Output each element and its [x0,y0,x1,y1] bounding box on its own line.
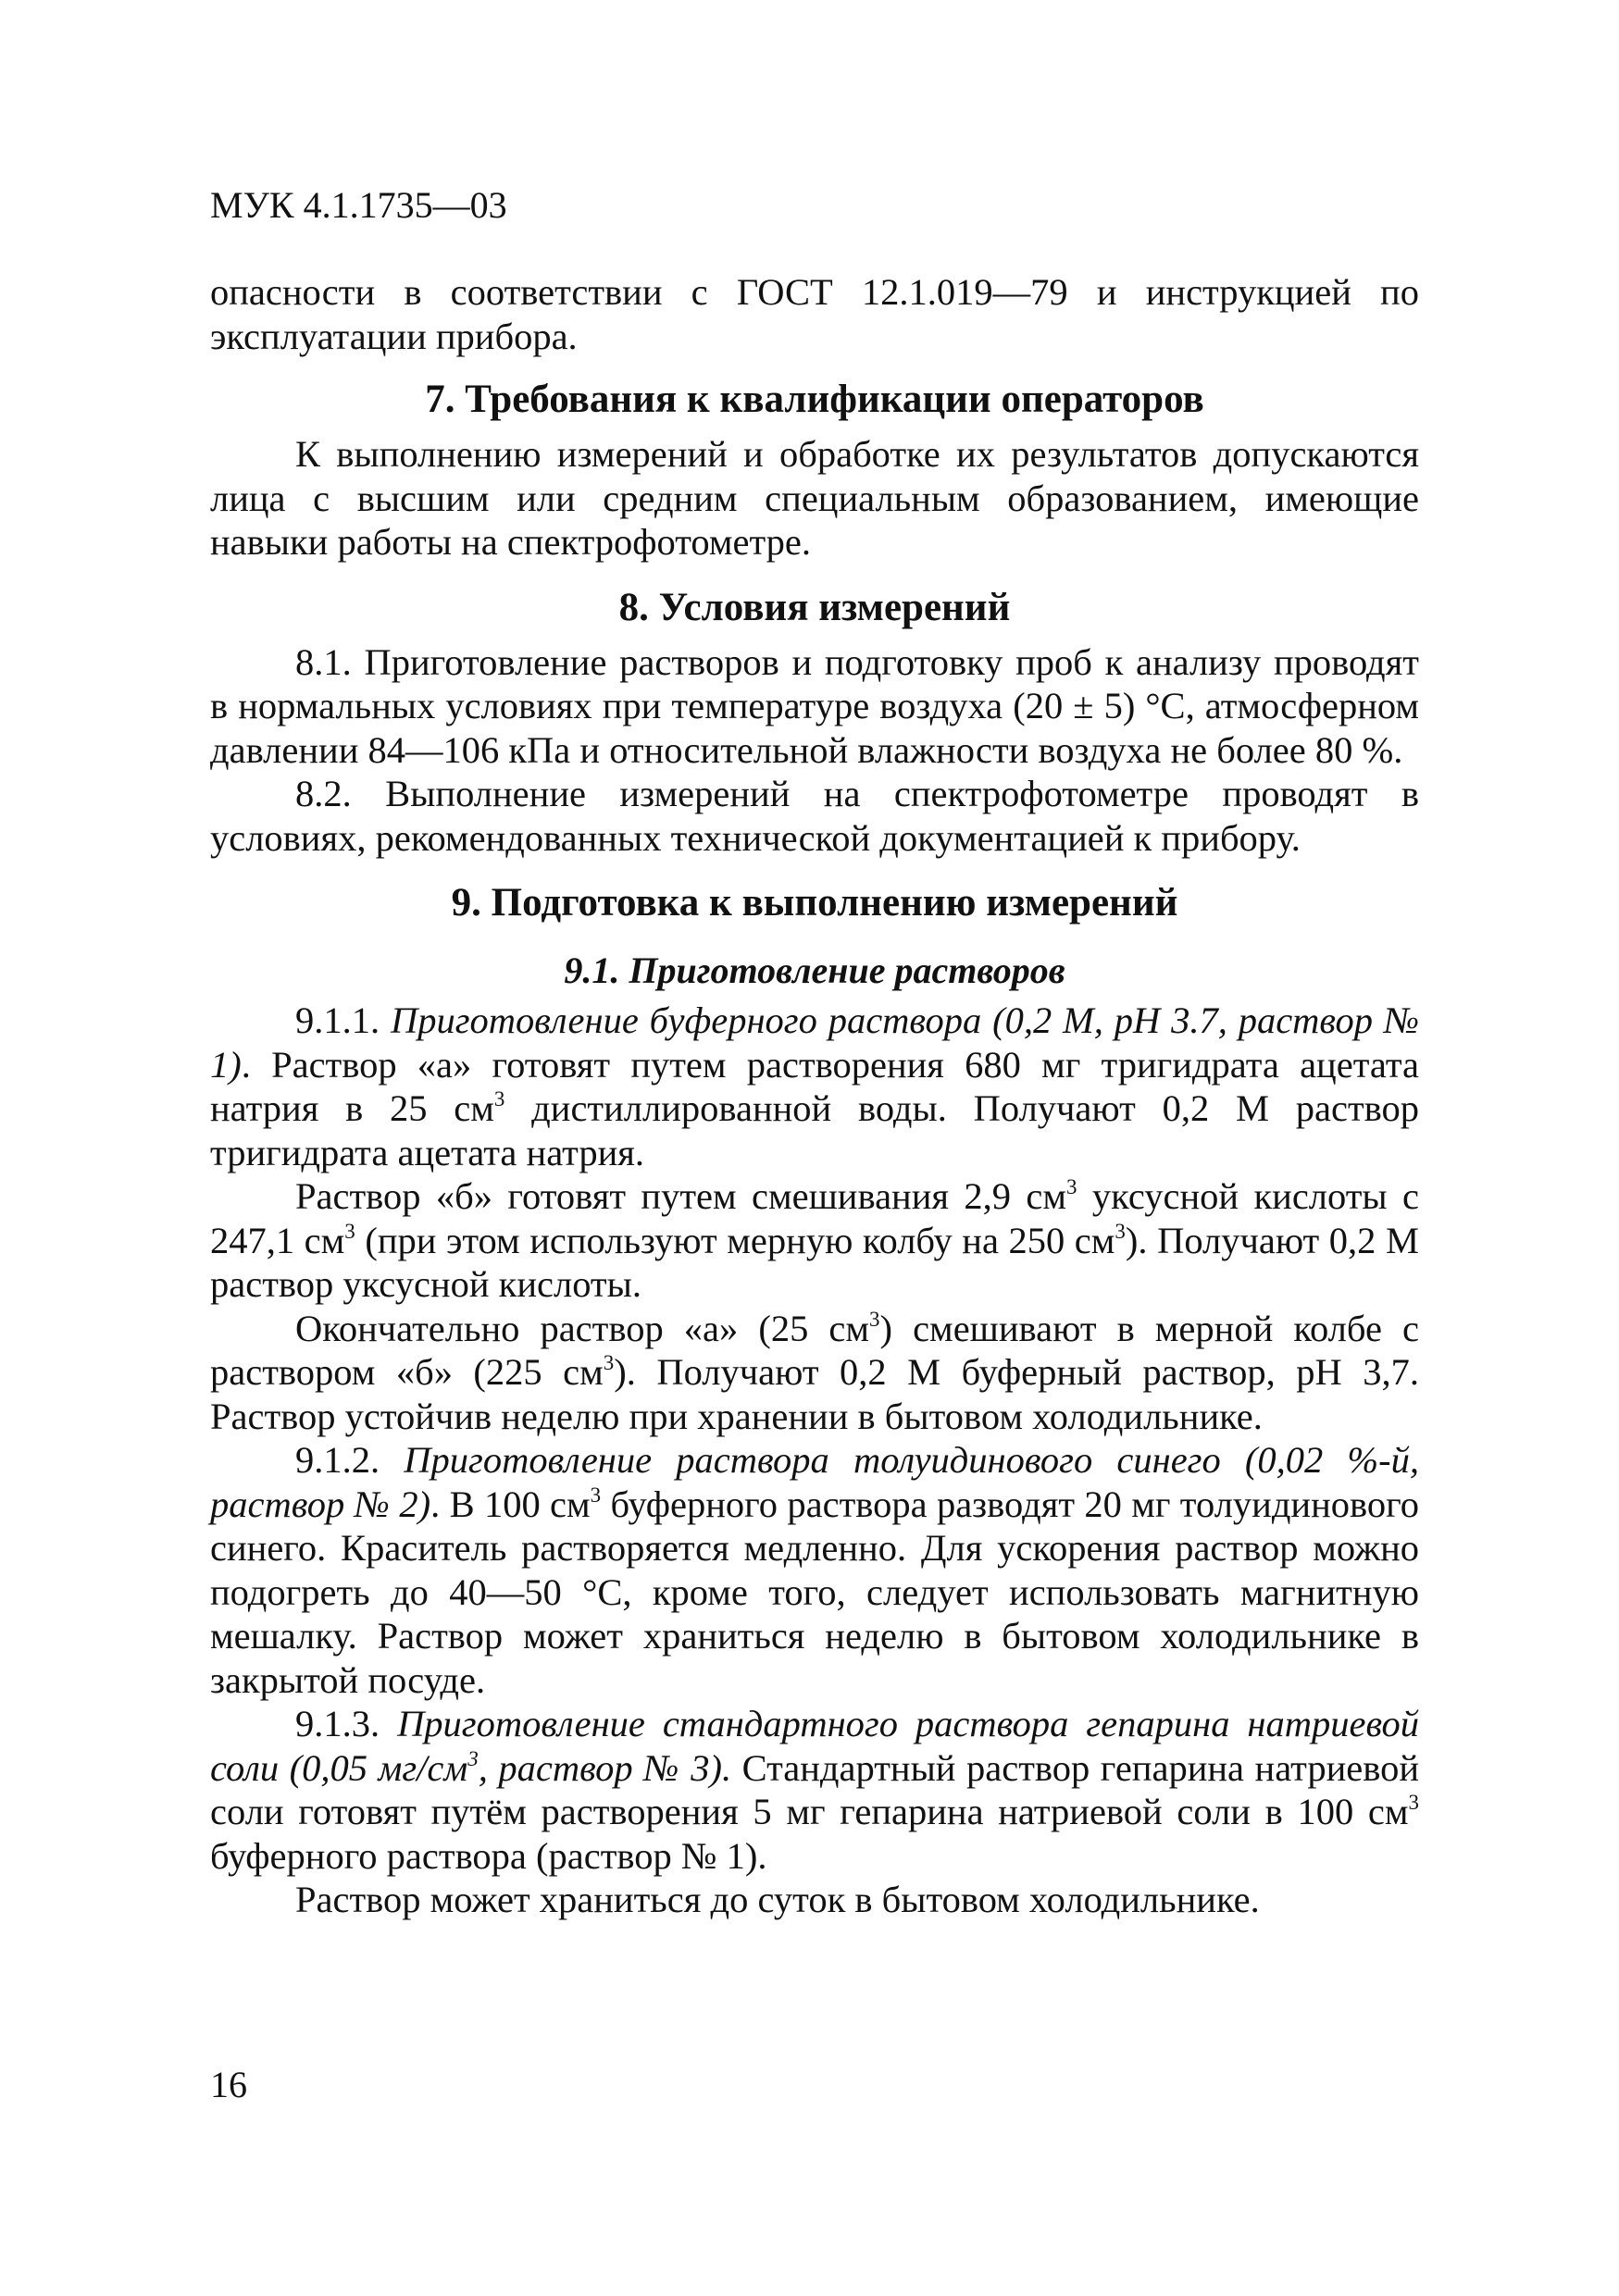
paragraph-9-1-1-c [210,1307,1419,1439]
paragraph-heading: Приготовление стандартного раствора гепарина натриевой соли (0,05 мг/см [210,1703,1420,1789]
paragraph-text: уксусной кислоты с 247,1 см [210,1175,1420,1261]
paragraph-intro: опасности в соответствии с ГОСТ 12.1.019—79 и инструкцией по эксплуатации прибора. [210,271,1419,357]
superscript: 3 [1115,1219,1126,1243]
page-number: 16 [210,2064,247,2105]
paragraph-9-1-3 [210,1702,1419,1878]
superscript: 3 [1066,1175,1077,1198]
paragraph-final: Раствор может храниться до суток в бытовом холодильнике. [295,1879,1260,1920]
paragraph-text: . Раствор «а» готовят путем растворения 680 мг тригидрата ацетата натрия в 25 см [210,1043,1419,1129]
paragraph-text: дистиллированной воды. Получают 0,2 М раствор тригидрата ацетата натрия. [210,1087,1419,1173]
superscript: 3 [869,1307,880,1331]
superscript: 3 [1408,1791,1419,1814]
section-7-title: 7. Требования к квалификации операторов [425,378,1204,421]
paragraph-text: буферного раствора (раствор № 1). [210,1834,767,1877]
paragraph-text: Стандартный раствор гепарина натриевой соли готовят путём растворения 5 мг гепарина натриевой соли в 100 см [210,1746,1419,1832]
paragraph-number: 9.1.2. [295,1439,405,1481]
paragraph-text: ). Получают 0,2 М буферный раствор, рН 3,7. Раствор устойчив неделю при хранении в бытовом холодильнике. [210,1351,1419,1437]
paragraph-number: 9.1.3. [295,1703,398,1744]
subsection-9-1-title: 9.1. Приготовление растворов [564,949,1065,991]
superscript: 3 [344,1219,355,1243]
body-text [210,270,1419,1922]
superscript: 3 [590,1483,602,1507]
paragraph-number: 9.1.1. [295,999,391,1041]
section-9-title: 9. Подготовка к выполнению измерений [451,881,1178,925]
paragraph-8-1: 8.1. Приготовление растворов и подготовку проб к анализу проводят в нормальных условиях при температуре воздуха (20 ± 5) °С, атмосферном давлении 84—106 кПа и относительной влажности воздуха не более 80 %. [210,640,1419,771]
paragraph-9-1-1-b [210,1174,1419,1307]
superscript: 3 [603,1351,615,1374]
paragraph-heading: Приготовление раствора толуидинового синего (0,02 %-й, раствор № 2) [210,1439,1419,1525]
paragraph-text: ). Получают 0,2 М раствор уксусной кислоты. [210,1219,1420,1305]
paragraph-8-2: 8.2. Выполнение измерений на спектрофотометре проводят в условиях, рекомендованных технической документацией к прибору. [210,773,1419,859]
paragraph-text: ) смешивают в мерной колбе с раствором «б» (225 см [210,1307,1419,1393]
paragraph-text: Окончательно раствор «а» (25 см [295,1307,870,1349]
superscript: 3 [467,1746,479,1770]
superscript: 3 [493,1087,505,1111]
section-7-paragraph: К выполнению измерений и обработке их результатов допускаются лица с высшим или средним специальным образованием, имеющие навыки работы на спектрофотометре. [210,433,1419,563]
paragraph-heading: Приготовление буферного раствора (0,2 М, рН 3.7, раствор № 1) [210,999,1420,1086]
paragraph-text: (при этом используют мерную колбу на 250 см [355,1219,1115,1261]
paragraph-text: буферного раствора разводят 20 мг толуидинового синего. Краситель растворяется медленно. Для ускорения раствор можно подогреть до 40—50 °С, кроме того, следует использовать магнитную мешалку. Раствор может храниться неделю в бытовом холодильнике в закрытой посуде. [210,1483,1419,1701]
paragraph-text: . В 100 см [430,1483,591,1525]
paragraph-9-1-1 [210,999,1419,1174]
paragraph-9-1-2 [210,1438,1419,1702]
paragraph-text: Раствор «б» готовят путем смешивания 2,9 см [295,1175,1067,1217]
paragraph-heading: , раствор № 3). [478,1746,732,1789]
running-header: МУК 4.1.1735—03 [210,184,507,226]
section-8-title: 8. Условия измерений [618,585,1011,629]
